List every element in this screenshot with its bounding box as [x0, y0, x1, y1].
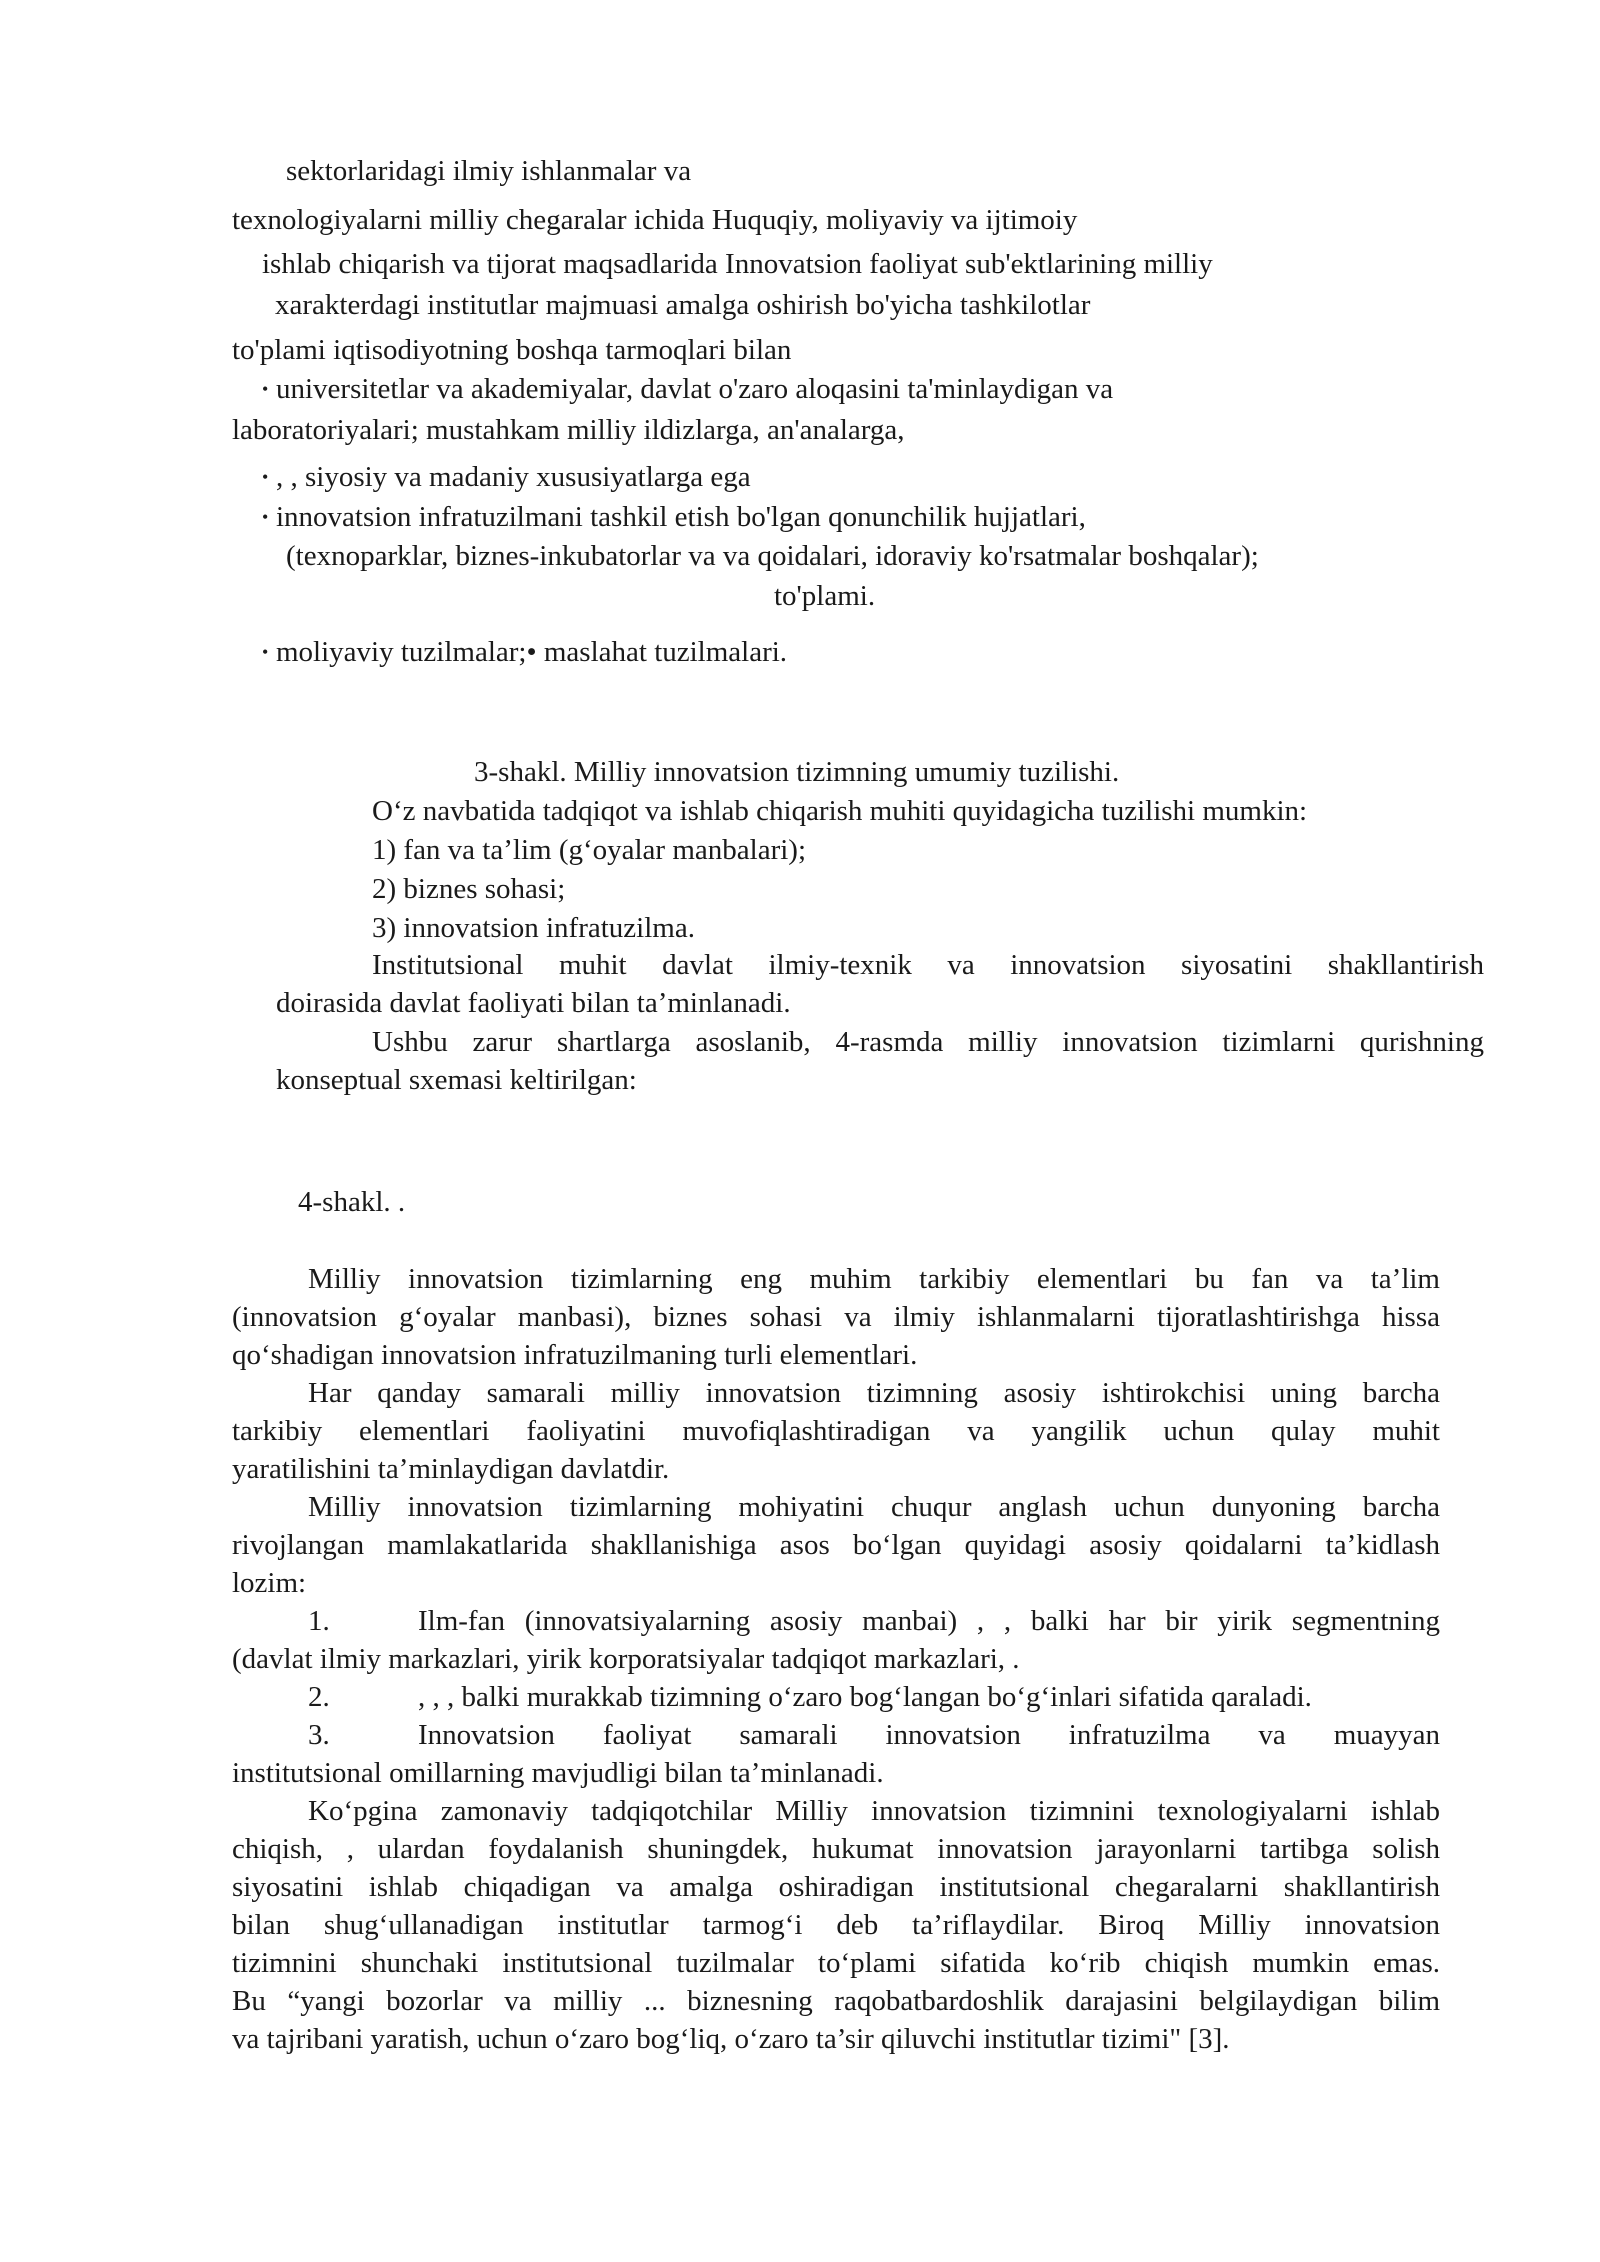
paragraph-line: Milliy innovatsion tizimlarning eng muhim tarkibiy elementlari bu fan va ta’lim [308, 1263, 1440, 1295]
item-number: 2. [308, 1681, 330, 1713]
paragraph-line: chiqish, , ulardan foydalanish shuningdek, hukumat innovatsion jarayonlarni tartibga solish [232, 1833, 1440, 1865]
fig3-bullet-item-4 [262, 635, 787, 669]
paragraph-line: Ilm-fan (innovatsiyalarning asosiy manbai) , , balki har bir yirik segmentning [418, 1605, 1440, 1637]
paragraph-line: , , , balki murakkab tizimning o‘zaro bog‘langan bo‘g‘inlari sifatida qaraladi. [418, 1681, 1312, 1713]
paragraph-line: qo‘shadigan innovatsion infratuzilmaning turli elementlari. [232, 1339, 918, 1371]
fig3-fragment-5: to'plami iqtisodiyotning boshqa tarmoqlari bilan [232, 334, 792, 366]
paragraph-line: doirasida davlat faoliyati bilan ta’minlanadi. [276, 987, 791, 1019]
fig3-fragment-6: universitetlar va akademiyalar, davlat o'zaro aloqasini ta'minlaydigan va [276, 373, 1114, 405]
fig3-bullet-item-2 [262, 460, 751, 494]
paragraph-line: bilan shug‘ullanadigan institutlar tarmog‘i deb ta’riflaydilar. Biroq Milliy innovatsion [232, 1909, 1440, 1941]
bullet-icon: • [262, 467, 269, 487]
fig3-fragment-9: innovatsion infratuzilmani tashkil etish bo'lgan qonunchilik hujjatlari, [276, 501, 1086, 533]
numbered-item-3 [232, 1716, 1440, 1754]
paragraph-line: tizimnini shunchaki institutsional tuzilmalar to‘plami sifatida ko‘rib chiqish mumkin emas. [232, 1947, 1440, 1979]
numbered-item-1 [232, 1602, 1440, 1640]
fig3-fragment-2: texnologiyalarni milliy chegaralar ichida Huquqiy, moliyaviy va ijtimoiy [232, 204, 1078, 236]
fig3-bullet-item-3 [262, 500, 1086, 534]
paragraph-line: rivojlangan mamlakatlarida shakllanishiga asos bo‘lgan quyidagi asosiy qoidalarni ta’kidlash [232, 1529, 1440, 1561]
paragraph-institutional [276, 946, 1484, 1022]
paragraph-line: siyosatini ishlab chiqadigan va amalga oshiradigan institutsional chegaralarni shakllantirish [232, 1871, 1440, 1903]
paragraph-line: (innovatsion g‘oyalar manbasi), biznes sohasi va ilmiy ishlanmalarni tijoratlashtirishga hissa [232, 1301, 1440, 1333]
numbered-item-2 [232, 1678, 1440, 1716]
fig3-fragment-1: sektorlaridagi ilmiy ishlanmalar va [286, 155, 692, 187]
paragraph-line: Milliy innovatsion tizimlarning mohiyatini chuqur anglash uchun dunyoning barcha [308, 1491, 1440, 1523]
fig3-fragment-7: laboratoriyalari; mustahkam milliy ildizlarga, an'analarga, [232, 414, 905, 446]
paragraph-line: institutsional omillarning mavjudligi bilan ta’minlanadi. [232, 1757, 884, 1789]
item-number: 1. [308, 1605, 330, 1637]
paragraph-line: konseptual sxemasi keltirilgan: [276, 1064, 637, 1096]
fig3-fragment-4: xarakterdagi institutlar majmuasi amalga oshirish bo'yicha tashkilotlar [275, 289, 1091, 321]
bullet-icon: • [262, 507, 269, 527]
bullet-icon: • [262, 642, 269, 662]
paragraph-line: tarkibiy elementlari faoliyatini muvofiqlashtiradigan va yangilik uchun qulay muhit [232, 1415, 1440, 1447]
fig3-fragment-11: to'plami. [774, 580, 876, 612]
paragraph-intro: O‘z navbatida tadqiqot va ishlab chiqarish muhiti quyidagicha tuzilishi mumkin: [372, 795, 1308, 827]
figure-3-caption: 3-shakl. Milliy innovatsion tizimning umumiy tuzilishi. [474, 756, 1120, 788]
figure-4-caption: 4-shakl. . [298, 1186, 406, 1218]
paragraph-line: Ko‘pgina zamonaviy tadqiqotchilar Milliy innovatsion tizimnini texnologiyalarni ishlab [308, 1795, 1440, 1827]
paragraph-line: Bu “yangi bozorlar va milliy ... biznesning raqobatbardoshlik darajasini belgilaydigan bilim [232, 1985, 1440, 2017]
fig3-fragment-8: , , siyosiy va madaniy xususiyatlarga ega [276, 461, 751, 493]
paragraph-line: Har qanday samarali milliy innovatsion tizimning asosiy ishtirokchisi uning barcha [308, 1377, 1440, 1409]
item-number: 3. [308, 1719, 330, 1751]
fig3-fragment-3: ishlab chiqarish va tijorat maqsadlarida Innovatsion faoliyat sub'ektlarining milliy [262, 248, 1213, 280]
list-item: 3) innovatsion infratuzilma. [372, 912, 695, 944]
body-text [232, 1260, 1440, 2058]
paragraph-line: yaratilishini ta’minlaydigan davlatdir. [232, 1453, 670, 1485]
paragraph-line: Institutsional muhit davlat ilmiy-texnik va innovatsion siyosatini shakllantirish [372, 949, 1484, 981]
paragraph-line: lozim: [232, 1567, 307, 1599]
list-item: 1) fan va ta’lim (g‘oyalar manbalari); [372, 834, 806, 866]
bullet-icon: • [262, 379, 269, 399]
list-item: 2) biznes sohasi; [372, 873, 566, 905]
fig3-bullet-item-1 [262, 372, 1113, 406]
paragraph-line: va tajribani yaratish, uchun o‘zaro bog‘liq, o‘zaro ta’sir qiluvchi institutlar tizimi" [3]. [232, 2023, 1230, 2055]
paragraph-scheme-intro [276, 1023, 1484, 1099]
paragraph-line: Ushbu zarur shartlarga asoslanib, 4-rasmda milliy innovatsion tizimlarni qurishning [372, 1026, 1484, 1058]
paragraph-line: (davlat ilmiy markazlari, yirik korporatsiyalar tadqiqot markazlari, . [232, 1643, 1020, 1675]
paragraph-line: Innovatsion faoliyat samarali innovatsion infratuzilma va muayyan [418, 1719, 1440, 1751]
fig3-fragment-12: moliyaviy tuzilmalar;• maslahat tuzilmalari. [276, 636, 788, 668]
fig3-fragment-10: (texnoparklar, biznes-inkubatorlar va va qoidalari, idoraviy ko'rsatmalar boshqalar); [286, 540, 1259, 572]
